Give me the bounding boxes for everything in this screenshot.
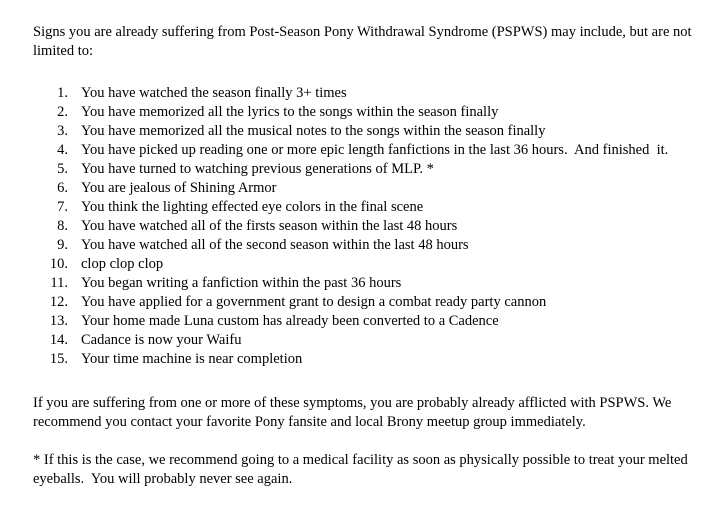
list-item-number: 12.	[49, 294, 68, 310]
list-item-number: 8.	[57, 218, 68, 234]
list-item	[33, 217, 698, 236]
list-item	[33, 274, 698, 293]
list-item-text: You have watched all of the second season within the last 48 hours	[81, 237, 469, 253]
list-item-text: You began writing a fanfiction within the past 36 hours	[81, 275, 402, 291]
list-item-text: You have memorized all the musical notes to the songs within the season finally	[81, 123, 546, 139]
footnote-paragraph: * If this is the case, we recommend going to a medical facility as soon as physically possible to treat your melted eyeballs. You will probably never see again.	[33, 452, 692, 487]
list-item-text: You think the lighting effected eye colors in the final scene	[81, 199, 424, 215]
list-item	[33, 236, 698, 255]
list-item	[33, 331, 698, 350]
list-item	[33, 84, 698, 103]
list-item-number: 10.	[49, 256, 68, 272]
list-item	[33, 198, 698, 217]
list-item-number: 4.	[57, 142, 68, 158]
list-item-text: You have memorized all the lyrics to the songs within the season finally	[81, 104, 499, 120]
intro-paragraph: Signs you are already suffering from Post-Season Pony Withdrawal Syndrome (PSPWS) may include, but are not limited to:	[33, 24, 692, 59]
list-item-number: 6.	[57, 180, 68, 196]
list-item	[33, 293, 698, 312]
list-item-text: You have applied for a government grant to design a combat ready party cannon	[81, 294, 547, 310]
list-item	[33, 255, 698, 274]
conclusion-paragraph: If you are suffering from one or more of these symptoms, you are probably already afflicted with PSPWS. We recommend you contact your favorite Pony fansite and local Brony meetup group immediately.	[33, 395, 672, 430]
list-item-number: 7.	[57, 199, 68, 215]
list-item-text: You are jealous of Shining Armor	[81, 180, 277, 196]
list-item-text: You have turned to watching previous generations of MLP. *	[81, 161, 434, 177]
list-item-number: 13.	[49, 313, 68, 329]
list-item-number: 5.	[57, 161, 68, 177]
list-item	[33, 160, 698, 179]
document-body	[33, 23, 698, 489]
list-item	[33, 312, 698, 331]
list-item-number: 11.	[50, 275, 68, 291]
symptom-list	[33, 84, 698, 369]
list-item-number: 1.	[57, 85, 68, 101]
list-item-number: 15.	[49, 351, 68, 367]
list-item	[33, 179, 698, 198]
list-item-text: You have picked up reading one or more epic length fanfictions in the last 36 hours. And finished it.	[81, 142, 669, 158]
list-item	[33, 141, 698, 160]
list-item	[33, 122, 698, 141]
list-item	[33, 350, 698, 369]
list-item	[33, 103, 698, 122]
list-item-text: You have watched the season finally 3+ times	[81, 85, 347, 101]
list-item-text: You have watched all of the firsts season within the last 48 hours	[81, 218, 458, 234]
list-item-number: 3.	[57, 123, 68, 139]
list-item-number: 2.	[57, 104, 68, 120]
list-item-number: 14.	[49, 332, 68, 348]
list-item-text: Your home made Luna custom has already been converted to a Cadence	[81, 313, 499, 329]
list-item-text: Your time machine is near completion	[81, 351, 303, 367]
list-item-number: 9.	[57, 237, 68, 253]
list-item-text: Cadance is now your Waifu	[81, 332, 242, 348]
list-item-text: clop clop clop	[81, 256, 164, 272]
